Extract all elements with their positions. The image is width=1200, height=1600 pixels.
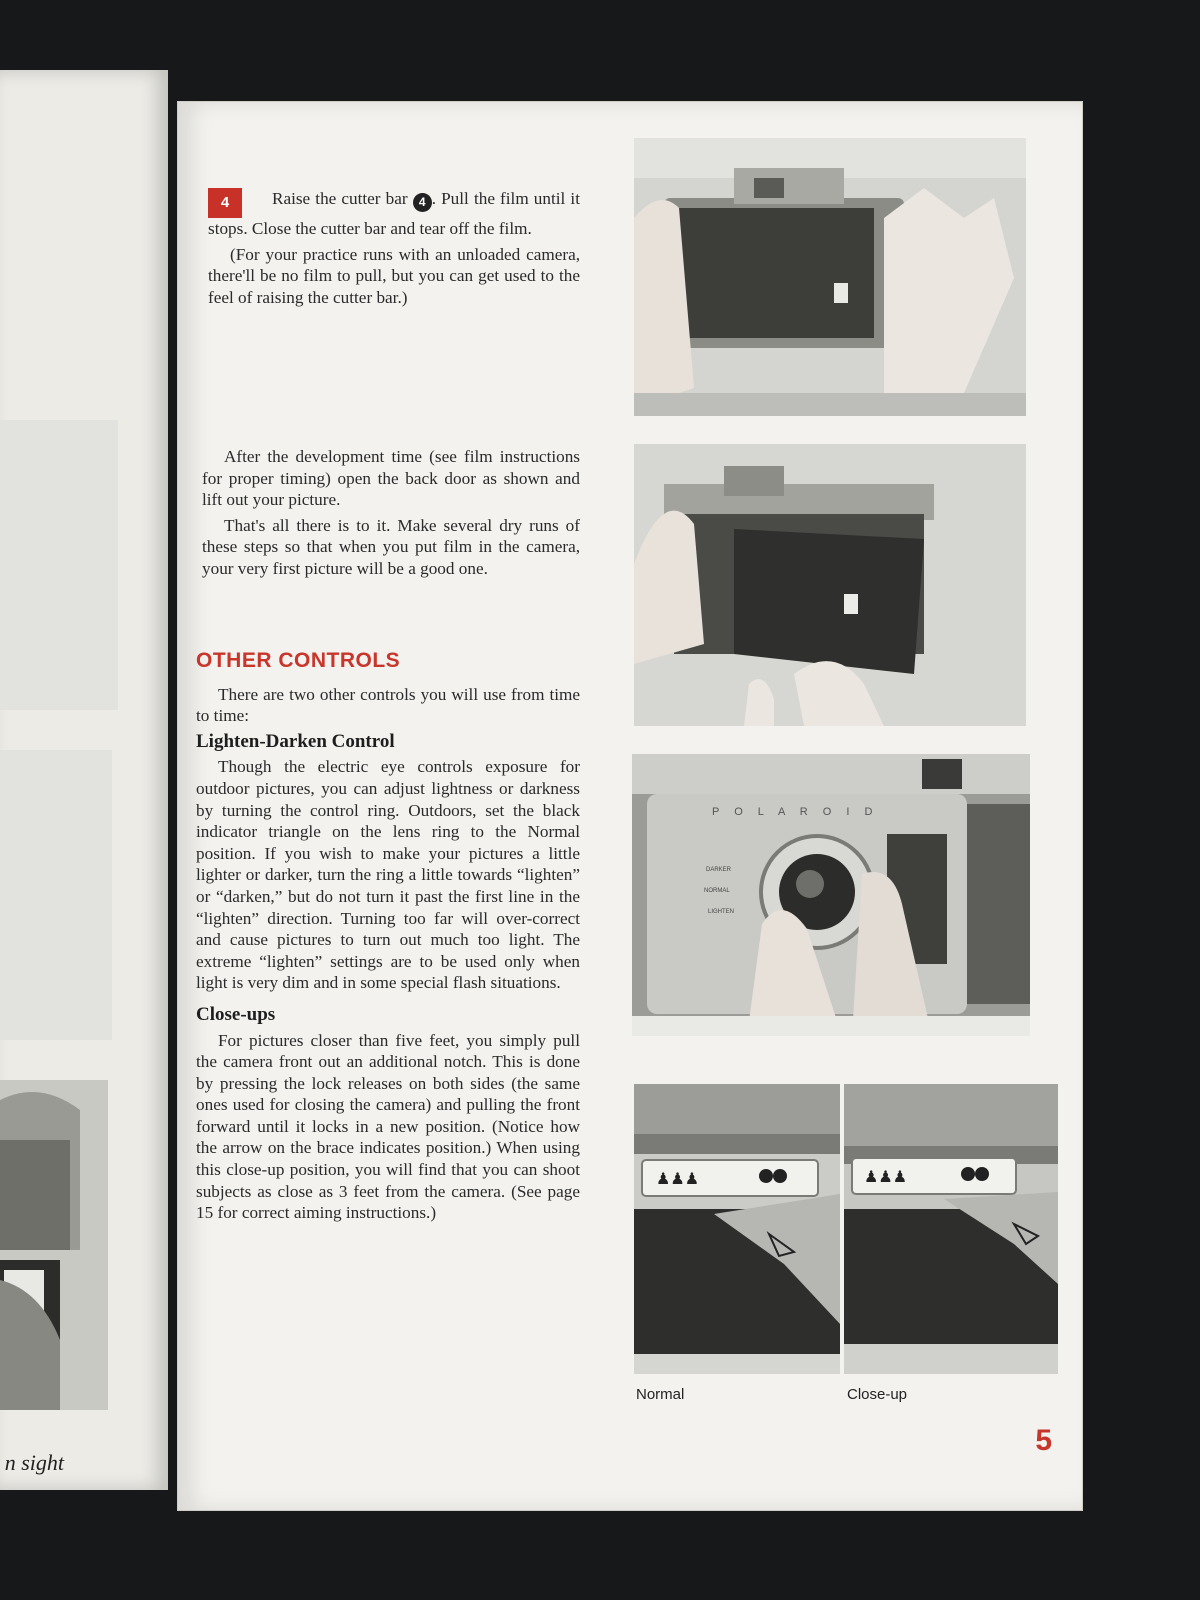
ring-label-lighten: LIGHTEN [708,909,735,915]
step-4-block [208,188,580,312]
polaroid-brand-label: P O L A R O I D [712,806,879,818]
left-photo-placeholder-1 [0,420,118,710]
photo-open-back-door [634,444,1026,726]
camera-hands-illustration-1 [634,138,1026,416]
caption-normal: Normal [636,1386,685,1403]
step-4-line-pre: Raise the cutter bar [272,189,408,208]
lens-ring-illustration [632,754,1030,1036]
subhead-lighten-darken: Lighten-Darken Control [196,730,395,752]
close-ups-body: For pictures closer than five feet, you simply pull the camera front out an additional notch. This is done by pressing the lock releases on both sides (the same ones used for closing the camera) and pulling the front forward until it locks in a new position. (Notice how the arrow on the brace indicates position.) When using this close-up position, you will find that you can shoot subjects as close as 3 feet from the camera. (See page 15 for correct aiming instructions.) [196,1030,580,1223]
circled-reference-icon: 4 [413,193,432,212]
after-development-para-2: That's all there is to it. Make several dry runs of these steps so that when you put film in the camera, your very first picture will be a good one. [202,515,580,578]
photo-normal-position [634,1084,840,1374]
previous-page [0,70,168,1490]
brace-normal-illustration [634,1084,840,1374]
step-4-line-post: . Pull the film until it stops. Close the cutter bar and tear off the film. [208,189,580,238]
brace-closeup-illustration [844,1084,1058,1374]
svg-text:♟♟♟: ♟♟♟ [864,1167,908,1186]
section-title-other-controls: OTHER CONTROLS [196,649,401,672]
photo-lens-control-ring [632,754,1030,1036]
step-number-badge: 4 [208,188,242,218]
subhead-close-ups: Close-ups [196,1003,276,1025]
other-controls-intro: There are two other controls you will use from time to time: [196,684,580,726]
after-development-block [202,446,580,584]
left-page-caption-fragment: n sight [4,1450,64,1475]
photo-cutter-bar [634,138,1026,416]
left-camera-illustration [0,1080,108,1410]
left-photo-placeholder-2 [0,750,112,1040]
ring-label-darker: DARKER [706,867,732,873]
camera-hands-illustration-2 [634,444,1026,726]
step-4-text [208,188,580,240]
after-development-para-1: After the development time (see film instructions for proper timing) open the back door as shown and lift out your picture. [202,447,580,510]
ring-label-normal: NORMAL [704,888,730,894]
svg-text:♟♟♟: ♟♟♟ [656,1169,700,1188]
manual-page-5 [178,102,1082,1510]
other-controls-block [196,650,580,1228]
caption-close-up: Close-up [847,1386,908,1403]
left-camera-photo [0,1080,108,1410]
photo-closeup-position [844,1084,1058,1374]
lighten-darken-body: Though the electric eye controls exposure for outdoor pictures, you can adjust lightness or darkness by turning the control ring. Outdoors, set the black indicator triangle on the lens ring to the Normal position. If you wish to make your pictures a little lighter or darker, turn the ring a little towards “lighten” or “darken,” but do not turn it past the first line in the “lighten” direction. Turning too far will over-correct and cause pictures to turn out much too light. The extreme “lighten” settings are to be used only when light is very dim and in some special flash situations. [196,757,580,993]
page-number: 5 [1035,1424,1052,1457]
practice-note: (For your practice runs with an unloaded camera, there'll be no film to pull, but you can get used to the feel of raising the cutter bar.) [208,244,580,307]
